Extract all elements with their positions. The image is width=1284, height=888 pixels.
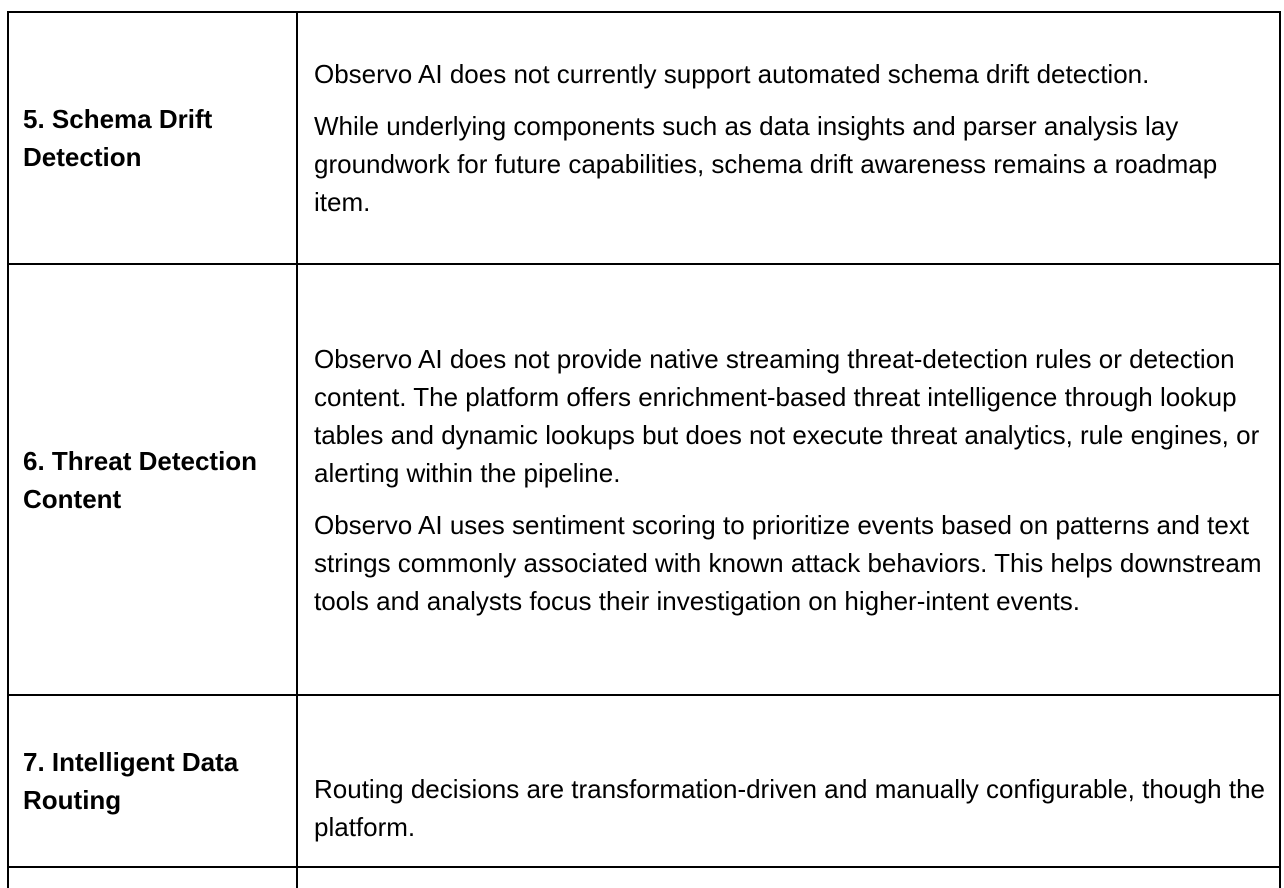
- description-paragraph: Observo AI does not currently support automated schema drift detection.: [314, 59, 1150, 89]
- row-description-cell: [298, 696, 1279, 866]
- table-row: [9, 696, 1279, 868]
- row-label: 6. Threat Detection Content: [23, 445, 258, 514]
- description-paragraph: While underlying components such as data insights and parser analysis lay groundwork for future capabilities, schema drift awareness remains a roadmap item.: [314, 111, 1218, 217]
- table-row: [9, 265, 1279, 696]
- row-label: 5. Schema Drift Detection: [23, 104, 213, 172]
- description-paragraph: Observo AI does not provide native streaming threat-detection rules or detection content. The platform offers enrichment-based threat intelligence through lookup tables and dynamic lookups but does not execute threat analytics, rule engines, or alerting within the pipeline.: [314, 343, 1260, 488]
- capabilities-table: [7, 11, 1281, 888]
- row-label-cell: [9, 696, 298, 866]
- row-label-cell: [9, 868, 298, 888]
- row-description-cell: [298, 265, 1279, 694]
- description-paragraph: Routing decisions are transformation-driven and manually configurable, though the platform.: [314, 774, 1266, 842]
- table-row: [9, 13, 1279, 265]
- row-description-cell: [298, 13, 1279, 263]
- table-row-partial: [9, 868, 1279, 888]
- row-label-cell: [9, 265, 298, 694]
- description-paragraph: Observo AI uses sentiment scoring to prioritize events based on patterns and text strings commonly associated with known attack behaviors. This helps downstream tools and analysts focus their investigation on higher-intent events.: [314, 509, 1262, 616]
- row-description-cell: [298, 868, 1279, 888]
- row-label: 7. Intelligent Data Routing: [23, 747, 239, 815]
- row-label-cell: [9, 13, 298, 263]
